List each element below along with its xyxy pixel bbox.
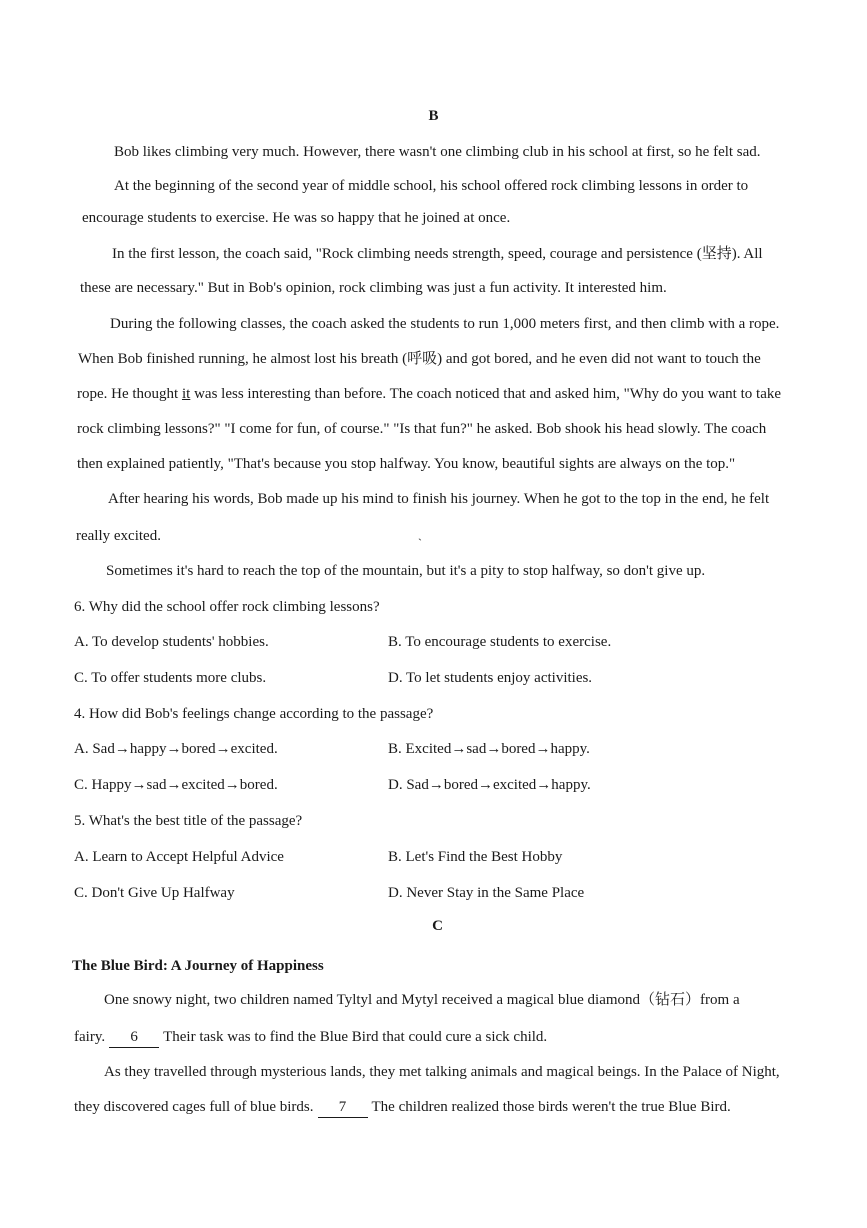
paragraph-line: Bob likes climbing very much. However, there wasn't one climbing club in his school at first, so he felt sad. (114, 144, 761, 160)
paragraph-line: At the beginning of the second year of middle school, his school offered rock climbing lessons in order to (114, 178, 749, 194)
question-option: D. Sad→bored→excited→happy. (388, 777, 591, 793)
paragraph-line: these are necessary." But in Bob's opinion, rock climbing was just a fun activity. It interested him. (80, 280, 667, 296)
question-option: B. Let's Find the Best Hobby (388, 849, 563, 865)
question-option: C. Happy→sad→excited→bored. (74, 777, 278, 793)
question-option: A. To develop students' hobbies. (74, 634, 269, 650)
text-span: fairy. (74, 1029, 106, 1045)
paragraph-line (74, 1097, 731, 1118)
paragraph-line: When Bob finished running, he almost lost his breath (呼吸) and got bored, and he even did not want to touch the (78, 351, 761, 367)
question-option: D. To let students enjoy activities. (388, 670, 593, 686)
paragraph-line (74, 1027, 547, 1048)
question-option: A. Sad→happy→bored→excited. (74, 741, 278, 757)
text-span: Their task was to find the Blue Bird that could cure a sick child. (163, 1029, 548, 1045)
paragraph-line: After hearing his words, Bob made up his mind to finish his journey. When he got to the top in the end, he felt (108, 491, 770, 507)
paragraph-line (77, 384, 781, 404)
question-option: B. Excited→sad→bored→happy. (388, 741, 590, 757)
answer-blank: 7 (318, 1097, 368, 1118)
paragraph-line: In the first lesson, the coach said, "Rock climbing needs strength, speed, courage and persistence (坚持). All (112, 246, 763, 262)
section-c-heading: C (432, 918, 443, 934)
text-span: they discovered cages full of blue birds. (74, 1099, 314, 1115)
text-span: rope. He thought (77, 386, 182, 402)
paragraph-line: As they travelled through mysterious lands, they met talking animals and magical beings. In the Palace of Night, (104, 1064, 780, 1080)
paragraph-line: One snowy night, two children named Tyltyl and Mytyl received a magical blue diamond（钻石）from a (104, 992, 740, 1008)
question-stem: 5. What's the best title of the passage? (74, 813, 303, 829)
paragraph-line: Sometimes it's hard to reach the top of the mountain, but it's a pity to stop halfway, so don't give up. (106, 563, 706, 579)
section-b-heading: B (428, 108, 439, 124)
question-option: C. To offer students more clubs. (74, 670, 267, 686)
paragraph-line: rock climbing lessons?" "I come for fun, of course." "Is that fun?" he asked. Bob shook his head slowly. The coach (77, 421, 767, 437)
question-option: A. Learn to Accept Helpful Advice (74, 849, 284, 865)
stray-mark: ` (418, 536, 422, 550)
paragraph-line: During the following classes, the coach asked the students to run 1,000 meters first, and then climb with a rope. (110, 316, 780, 332)
text-span: The children realized those birds weren't the true Blue Bird. (371, 1099, 731, 1115)
paragraph-line: really excited. (76, 528, 161, 544)
paragraph-line: encourage students to exercise. He was so happy that he joined at once. (82, 210, 511, 226)
passage-title: The Blue Bird: A Journey of Happiness (72, 958, 324, 974)
question-stem: 4. How did Bob's feelings change according to the passage? (74, 706, 434, 722)
question-stem: 6. Why did the school offer rock climbing lessons? (74, 599, 380, 615)
question-option: D. Never Stay in the Same Place (388, 885, 585, 901)
question-option: B. To encourage students to exercise. (388, 634, 612, 650)
answer-blank: 6 (109, 1027, 159, 1048)
question-option: C. Don't Give Up Halfway (74, 885, 235, 901)
underlined-keyword: it (181, 386, 191, 402)
text-span: was less interesting than before. The coach noticed that and asked him, "Why do you want to take (190, 386, 782, 402)
paragraph-line: then explained patiently, "That's because you stop halfway. You know, beautiful sights are always on the top." (77, 456, 736, 472)
